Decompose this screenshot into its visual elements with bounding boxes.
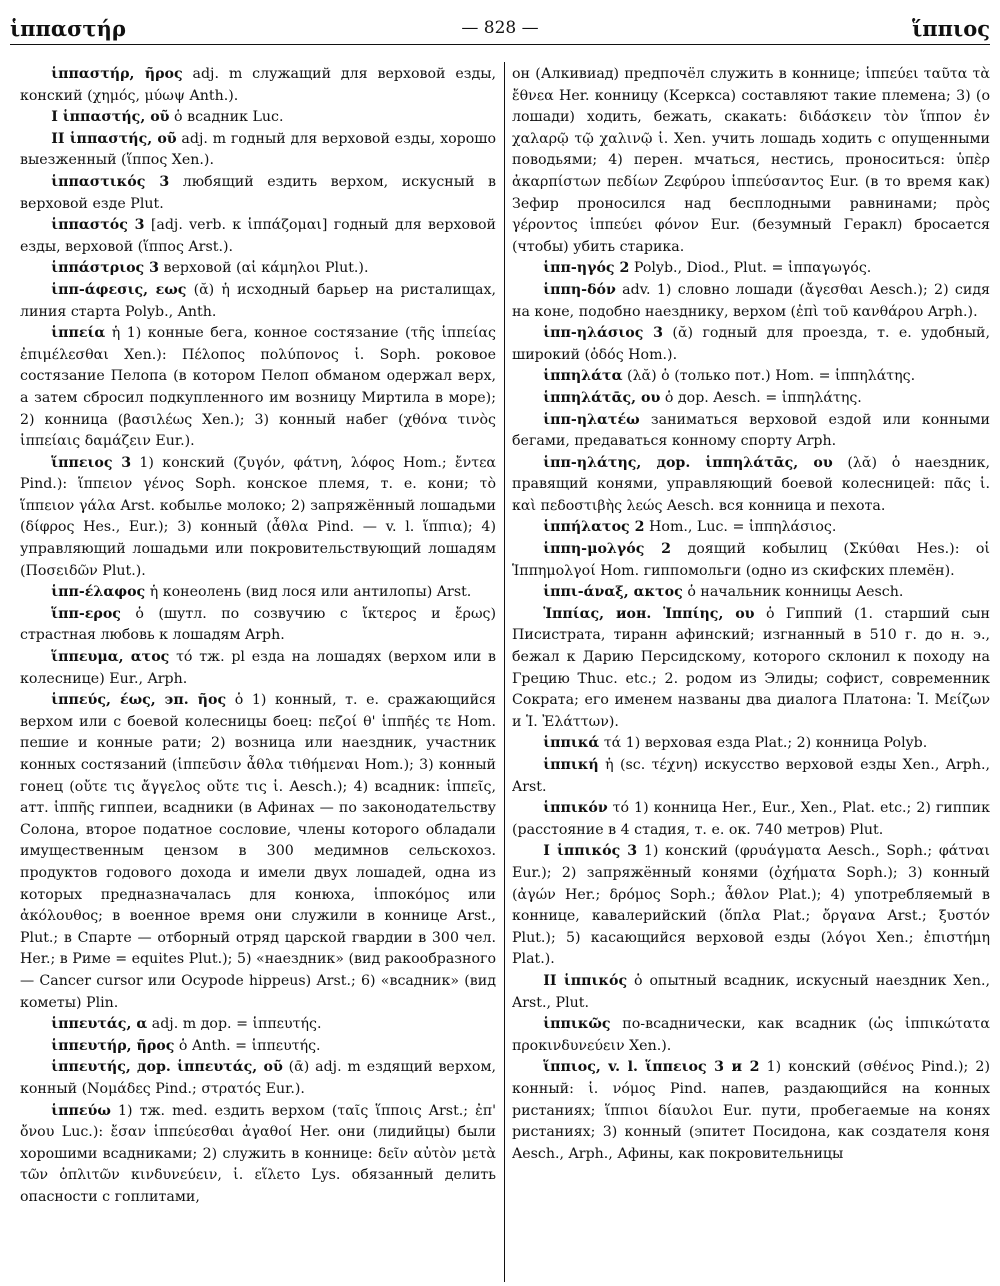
- dictionary-entry: [20, 1101, 496, 1209]
- entry-headword: ἱππικόν: [543, 800, 608, 817]
- entry-headword: ἱππεύς, έως, эп. ῆος: [51, 692, 227, 709]
- dictionary-entry: [512, 453, 990, 518]
- dictionary-entry: [512, 604, 990, 734]
- entry-headword: ἵππειος 3: [51, 454, 132, 471]
- entry-headword: ἵππευμα, ατος: [51, 649, 170, 666]
- entry-headword: ἱππαστικός 3: [51, 173, 170, 190]
- dictionary-entry: [20, 690, 496, 1014]
- entry-text: заниматься верховой ездой или конными бегами, предаваться конному спорту Arph.: [512, 411, 990, 450]
- entry-text: ὁ Гиппий (1. старший сын Писистрата, тиранн афинский; изгнанный в 510 г. до н. э., бежал к Дарию Персидскому, которого склонил к походу на Грецию Thuc. etc.; 2. родом из Элиды; софист, современник Сократа; его именем названы два диалога Платона: Ἱ. Μείζων и Ἱ. Ἐλάττων).: [512, 605, 990, 730]
- left-column: [20, 64, 496, 1280]
- entry-text: Polyb., Diod., Plut. = ἱππαγωγός.: [633, 260, 872, 277]
- entry-headword: ἱππαστός 3: [51, 217, 145, 234]
- entry-headword: ἵππιος, v. l. ἵππειος 3 и 2: [543, 1059, 760, 1076]
- dictionary-entry: [20, 215, 496, 258]
- entry-text: ὁ опытный всадник, искусный наездник Xen., Arst., Plut.: [512, 972, 990, 1011]
- dictionary-entry: [512, 366, 990, 388]
- dictionary-entry: [512, 323, 990, 366]
- entry-text: (ᾱ) adj. m ездящий верхом, конный (Νομάδες Pind.; στρατός Eur.).: [20, 1059, 496, 1097]
- entry-headword: II ἱππικός: [543, 972, 628, 989]
- dictionary-entry: [20, 1057, 496, 1100]
- entry-text: τά 1) верховая езда Plat.; 2) конница Polyb.: [603, 735, 928, 752]
- entry-text: ὁ начальник конницы Aesch.: [687, 584, 904, 601]
- dictionary-entry: [20, 107, 496, 129]
- entry-text: ὁ всадник Luc.: [174, 109, 284, 126]
- entry-text: 1) конский (φρυάγματα Aesch., Soph.; φάτναι Eur.); 2) запряжённый конями (ὀχήματα Soph.); 3) конный (ἀγών Her.; δρόμος Soph.; ἆθλον Plat.); 4) употребляемый в коннице, кавалерийский (ὅπλα Plat.; ὄργανα Arst.; ξυστόν Plut.); 5) касающийся верховой езды (λόγοι Xen.; ἐπιστήμη Plat.).: [512, 843, 990, 968]
- entry-text: доящий кобылиц (Σκύθαι Hes.): οἱ Ἱππημολγοί Hom. гиппомольги (одно из скифских племён).: [512, 541, 990, 579]
- dictionary-entry: [20, 1014, 496, 1036]
- dictionary-entry: [512, 1057, 990, 1165]
- entry-headword: ἱππική: [543, 757, 599, 773]
- dictionary-entry: [20, 647, 496, 690]
- entry-headword: ἱππευτάς, α: [51, 1016, 148, 1033]
- entry-text: любящий ездить верхом, искусный в верховой езде Plut.: [20, 173, 496, 212]
- entry-headword: ἵππ-ερος: [51, 605, 121, 622]
- dictionary-entry: [512, 388, 990, 410]
- running-head-left: ἱππαστήρ: [10, 16, 126, 41]
- dictionary-entry: [512, 841, 990, 971]
- entry-text: [adj. verb. к ἱππάζομαι] годный для верховой езды, верховой (ἵππος Arst.).: [20, 217, 496, 255]
- dictionary-entry: [512, 410, 990, 453]
- dictionary-entry: [20, 323, 496, 453]
- entry-text: adj. m годный для верховой езды, хорошо выезженный (ἵππος Xen.).: [20, 130, 496, 169]
- entry-text: ὁ дор. Aesch. = ἱππηλάτης.: [664, 389, 862, 406]
- dictionary-entry: [20, 1036, 496, 1058]
- entry-headword: ἱππ-ηλατέω: [543, 411, 640, 428]
- entry-text: adj. m служащий для верховой езды, конский (χημός, μύωψ Anth.).: [20, 66, 496, 104]
- dictionary-entry: [512, 539, 990, 582]
- dictionary-entry: [20, 280, 496, 323]
- entry-text: 1) конский (σθένος Pind.); 2) конный: ἱ. νόμος Pind. напев, раздающийся на конных ристаниях; ἵππιοι δίαυλοι Eur. пути, пробегаемые на конях ристаниях; 3) конный (эпитет Посидона, как создателя коня Aesch., Arph., Афины, как покровительницы: [512, 1059, 990, 1162]
- entry-headword: ἱππαστήρ, ῆρος: [51, 66, 183, 82]
- entry-text: он (Алкивиад) предпочёл служить в коннице; ἱππεύει ταῦτα τὰ ἔθνεα Her. конницу (Ксеркса) составляют такие племена; 3) (о лошади) ходить, бежать, скакать: διδάσκειν τὸν ἵππον ἐν χαλαρῷ τῷ χαλινῷ ἱ. Xen. учить лошадь ходить с опущенными поводьями; 4) перен. мчаться, нестись, проноситься: ὑπὲρ ἀκαρπίστων πεδίων Ζεφύρου ἱππεύσαντος Eur. (в то время как) Зефир проносился над бесплодными равнинами; πρὸς γέροντος ἱππεύει φόνον Eur. (безумный Геракл) бросается (чтобы) убить старика.: [512, 66, 990, 255]
- dictionary-entry: [512, 971, 990, 1014]
- entry-headword: ἱππήλατος 2: [543, 519, 645, 536]
- entry-text: adv. 1) словно лошади (ἄγεσθαι Aesch.); 2) сидя на коне, подобно наезднику, верхом (ἐπὶ τοῦ κανθάρου Arph.).: [512, 281, 990, 320]
- entry-headword: ἱππ-ηλάσιος 3: [543, 325, 664, 342]
- entry-headword: ἱππευτήρ, ῆρος: [51, 1037, 175, 1054]
- entry-headword: ἱππικά: [543, 735, 600, 752]
- entry-headword: Ἱππίας, ион. Ἱππίης, ου: [543, 605, 755, 622]
- dictionary-entry: [20, 258, 496, 280]
- entry-headword: ἱππ-ηγός 2: [543, 260, 630, 277]
- entry-headword: ἱππ-έλαφος: [51, 584, 146, 601]
- entry-text: ὁ 1) конный, т. е. сражающийся верхом или с боевой колесницы боец: πεζοί θ' ἱππῆές τε Hom. пешие и конные рати; 2) возница или наездник, участник конных состязаний (ἱππεῦσιν ἆθλα τιθήμεναι Hom.); 3) конный гонец (οὔτε τις ἄγγελος οὔτε τις ἱ. Aesch.); 4) всадник: ἱππεῖς, атт. ἱππῆς гиппеи, всадники (в Афинах — по законодательству Солона, второе податное сословие, члены которого обладали имущественным цензом в 300 медимнов сельскохоз. продуктов годового дохода и имели двух лошадей, одна из которых предназначалась для конюха, ἱπποκόμος или ἀκόλουθος; в военное время они служили в коннице Arst., Plut.; в Спарте — отборный отряд царской гвардии в 300 чел. Her.; в Риме = equites Plut.); 5) «наездник» (вид ракообразного — Cancer cursor или Ocypode hippeus) Arst.; 6) «всадник» (вид кометы) Plin.: [20, 692, 496, 1011]
- entry-text: ἡ 1) конные бега, конное состязание (τῆς ἱππείας ἐπιμέλεσθαι Xen.): Πέλοπος πολύπονος ἱ. Soph. роковое состязание Пелопа (в котором Пелоп обманом одержал верх, а затем сбросил подкупленного им возницу Миртила в море); 2) конница (βασιλέως Xen.); 3) конный набег (χθόνα τινὸς ἱππείαις δαμάζειν Eur.).: [20, 325, 496, 450]
- entry-text: ὁ (шутл. по созвучию с ἴκτερος и ἔρως) страстная любовь к лошадям Arph.: [20, 605, 496, 644]
- dictionary-entry: [512, 798, 990, 841]
- running-head-right: ἵππιος: [912, 16, 990, 41]
- dictionary-entry: [20, 604, 496, 647]
- entry-text: верховой (αἱ κάμηλοι Plut.).: [163, 260, 369, 277]
- entry-text: (ᾰ) годный для проезда, т. е. удобный, широкий (ὁδός Hom.).: [512, 325, 990, 363]
- entry-headword: II ἱππαστής, οῦ: [51, 130, 177, 147]
- dictionary-entry: [20, 172, 496, 215]
- column-divider: [504, 62, 505, 1282]
- dictionary-entry: [512, 517, 990, 539]
- right-column: [512, 64, 990, 1280]
- entry-text: по-всаднически, как всадник (ὡς ἱππικώτατα προκινδυνεύειν Xen.).: [512, 1016, 990, 1054]
- entry-text: (λᾰ) ὁ (только пот.) Hom. = ἱππηλάτης.: [627, 368, 916, 385]
- entry-headword: ἱππη-δόν: [543, 281, 616, 298]
- entry-headword: ἱππεύω: [51, 1102, 111, 1119]
- entry-headword: I ἱππικός 3: [543, 843, 638, 860]
- dictionary-entry: [20, 582, 496, 604]
- entry-text: 1) тж. med. ездить верхом (ταῖς ἵπποις Arst.; ἐπ' ὄνου Luc.): ἔσαν ἱππεύεσθαι ἀγαθοί Her. они (лидийцы) были хорошими всадниками; 2) служить в коннице: δεῖν αὐτὸν μετὰ τῶν ὁπλιτῶν κινδυνεύειν, ἱ. εἵλετο Lys. обязанный делить опасности с гоплитами,: [20, 1102, 496, 1205]
- entry-headword: ἱππεία: [51, 325, 106, 342]
- entry-text: Hom., Luc. = ἱππηλάσιος.: [649, 519, 837, 536]
- page-header: [10, 10, 990, 45]
- entry-text: adj. m дор. = ἱππευτής.: [151, 1016, 322, 1033]
- dictionary-entry: [512, 64, 990, 258]
- dictionary-entry: [512, 582, 990, 604]
- entry-text: ἡ (sc. τέχνη) искусство верховой езды Xen., Arph., Arst.: [512, 757, 990, 795]
- dictionary-entry: [512, 280, 990, 323]
- entry-headword: ἱππηλάτᾱς, ου: [543, 389, 661, 406]
- dictionary-entry: [20, 64, 496, 107]
- entry-headword: ἱππ-άφεσις, εως: [51, 281, 187, 298]
- entry-text: ἡ конеолень (вид лося или антилопы) Arst.: [149, 584, 472, 601]
- entry-text: τό 1) конница Her., Eur., Xen., Plat. etc.; 2) гиппик (расстояние в 4 стадия, т. е. ок. 740 метров) Plut.: [512, 800, 990, 838]
- entry-headword: ἱππη-μολγός 2: [543, 541, 672, 558]
- dictionary-entry: [512, 755, 990, 798]
- entry-headword: ἱππ-ηλάτης, дор. ἱππηλάτᾱς, ου: [543, 454, 833, 471]
- dictionary-entry: [512, 733, 990, 755]
- dictionary-entry: [512, 258, 990, 280]
- entry-text: ὁ Anth. = ἱππευτής.: [178, 1037, 321, 1054]
- entry-headword: I ἱππαστής, οῦ: [51, 109, 170, 126]
- entry-headword: ἱππευτής, дор. ἱππευτάς, οῦ: [51, 1059, 283, 1076]
- entry-headword: ἱππικῶς: [543, 1016, 611, 1033]
- page-number: — 828 —: [461, 18, 539, 38]
- entry-headword: ἱππι-άναξ, ακτος: [543, 584, 683, 601]
- entry-text: τό тж. pl езда на лошадях (верхом или в колеснице) Eur., Arph.: [20, 649, 496, 687]
- entry-text: (ᾰ) ἡ исходный барьер на ристалищах, линия старта Polyb., Anth.: [20, 281, 496, 320]
- dictionary-entry: [20, 129, 496, 172]
- entry-headword: ἱππάστριος 3: [51, 260, 160, 277]
- dictionary-entry: [20, 453, 496, 583]
- dictionary-entry: [512, 1014, 990, 1057]
- entry-text: 1) конский (ζυγόν, φάτνη, λόφος Hom.; ἔντεα Pind.): ἵππειον γένος Soph. конское племя, т. е. кони; τὸ ἵππειον γάλα Arst. кобылье молоко; 2) запряжённый лошадьми (δίφρος Hes., Eur.); 3) конный (ἆθλα Pind. — v. l. ἵππια); 4) управляющий лошадьми или покровительствующий лошадям (Ποσειδῶν Plut.).: [20, 454, 496, 579]
- entry-headword: ἱππηλάτα: [543, 368, 623, 385]
- entry-text: (λᾰ) ὁ наездник, правящий конями, управляющий боевой колесницей: πᾶς ἱ. καὶ πεδοστιβὴς λεώς Aesch. вся конница и пехота.: [512, 454, 990, 514]
